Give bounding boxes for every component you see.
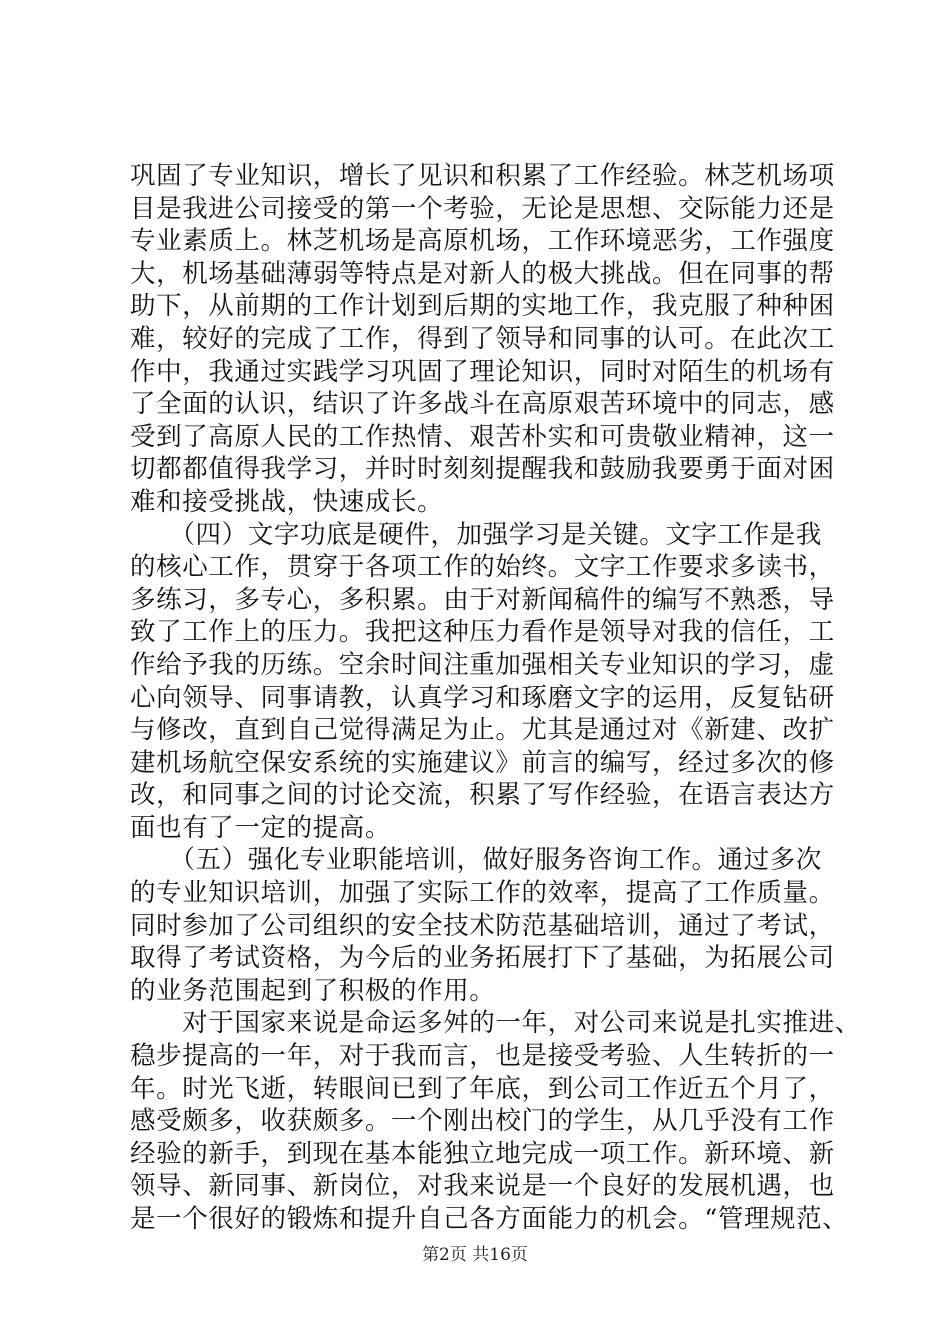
text-line: （五）强化专业职能培训，做好服务咨询工作。通过多次 <box>130 845 822 876</box>
text-line: 专业素质上。林芝机场是高原机场，工作环境恶劣，工作强度 <box>130 226 835 257</box>
text-line: 对于国家来说是命运多舛的一年，对公司来说是扎实推进、 <box>130 1008 861 1039</box>
text-line: 的专业知识培训，加强了实际工作的效率，提高了工作质量。 <box>130 878 835 909</box>
page-number-footer: 第2页 共16页 <box>422 1245 528 1265</box>
text-line: 经验的新手，到现在基本能独立地完成一项工作。新环境、新 <box>130 1138 835 1169</box>
text-line: 心向领导、同事请教，认真学习和琢磨文字的运用，反复钻研 <box>130 682 835 713</box>
document-body <box>130 160 860 1236</box>
text-line: 难和接受挑战，快速成长。 <box>130 486 444 517</box>
text-line: 巩固了专业知识，增长了见识和积累了工作经验。林芝机场项 <box>130 161 835 191</box>
text-line: 难，较好的完成了工作，得到了领导和同事的认可。在此次工 <box>130 323 835 354</box>
text-line: 取得了考试资格，为今后的业务拓展打下了基础，为拓展公司 <box>130 943 835 974</box>
text-line: 目是我进公司接受的第一个考验，无论是思想、交际能力还是 <box>130 193 835 224</box>
text-line: 年。时光飞逝，转眼间已到了年底，到公司工作近五个月了， <box>130 1073 835 1104</box>
text-line: 作给予我的历练。空余时间注重加强相关专业知识的学习，虚 <box>130 649 835 680</box>
text-line: 受到了高原人民的工作热情、艰苦朴实和可贵敬业精神，这一 <box>130 421 835 452</box>
text-line: 助下，从前期的工作计划到后期的实地工作，我克服了种种困 <box>130 291 835 322</box>
text-line: 同时参加了公司组织的安全技术防范基础培训，通过了考试， <box>130 910 835 941</box>
text-line: 改，和同事之间的讨论交流，积累了写作经验，在语言表达方 <box>130 780 835 811</box>
text-line: 大，机场基础薄弱等特点是对新人的极大挑战。但在同事的帮 <box>130 258 835 289</box>
text-line: 的业务范围起到了积极的作用。 <box>130 975 496 1006</box>
text-line: 致了工作上的压力。我把这种压力看作是领导对我的信任，工 <box>130 617 835 648</box>
text-line: 多练习，多专心，多积累。由于对新闻稿件的编写不熟悉，导 <box>130 584 835 615</box>
text-line: 感受颇多，收获颇多。一个刚出校门的学生，从几乎没有工作 <box>130 1106 835 1137</box>
text-line: 切都都值得我学习，并时时刻刻提醒我和鼓励我要勇于面对困 <box>130 454 835 485</box>
text-line: 与修改，直到自己觉得满足为止。尤其是通过对《新建、改扩 <box>130 715 835 746</box>
text-line: 是一个很好的锻炼和提升自己各方面能力的机会。“管理规范、 <box>130 1204 849 1234</box>
text-line: （四）文字功底是硬件，加强学习是关键。文字工作是我 <box>130 519 822 550</box>
text-line: 领导、新同事、新岗位，对我来说是一个良好的发展机遇，也 <box>130 1171 835 1202</box>
text-line: 稳步提高的一年，对于我而言，也是接受考验、人生转折的一 <box>130 1041 835 1072</box>
text-line: 建机场航空保安系统的实施建议》前言的编写，经过多次的修 <box>130 747 835 778</box>
text-line: 作中，我通过实践学习巩固了理论知识，同时对陌生的机场有 <box>130 356 835 387</box>
text-line: 的核心工作，贯穿于各项工作的始终。文字工作要求多读书， <box>130 552 835 583</box>
text-line: 面也有了一定的提高。 <box>130 812 392 843</box>
text-line: 了全面的认识，结识了许多战斗在高原艰苦环境中的同志，感 <box>130 389 835 420</box>
